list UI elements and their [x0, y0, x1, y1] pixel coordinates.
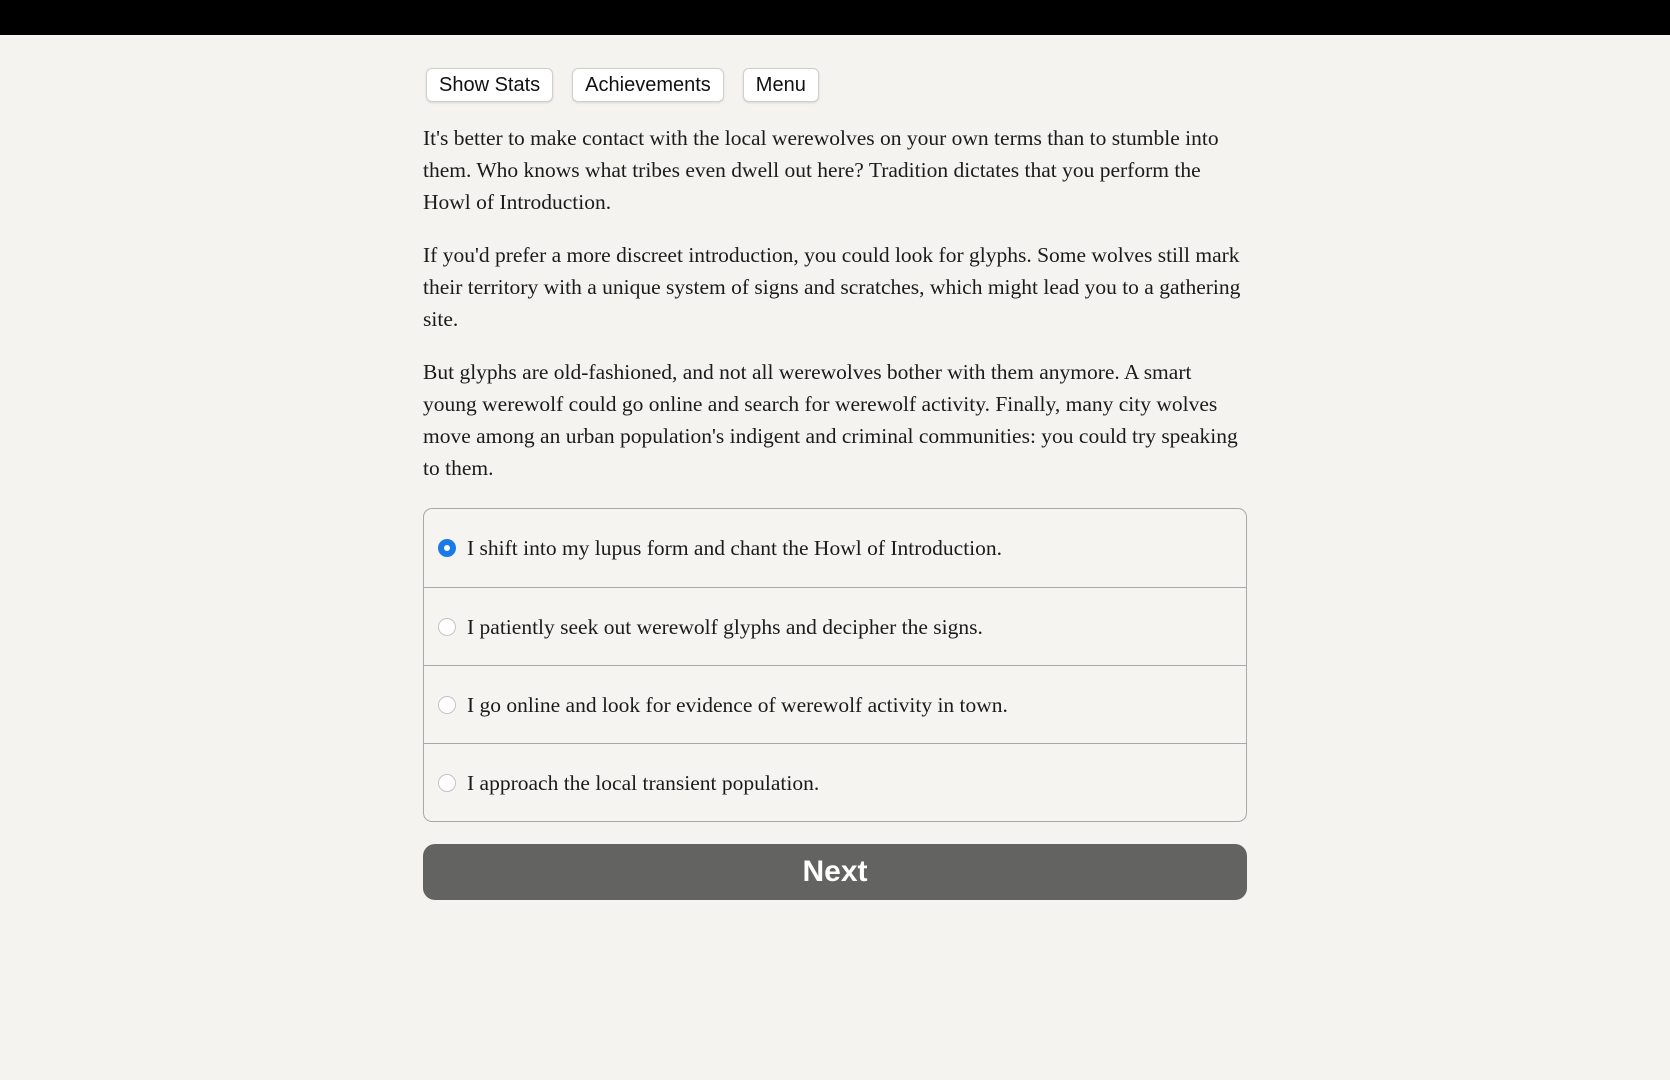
story-paragraph: But glyphs are old-fashioned, and not all werewolves bother with them anymore. A smart young werewolf could go online and search for werewolf activity. Finally, many city wolves move among an urban population's indigent and criminal communities: you could try speaking to them. — [423, 360, 1238, 480]
story-paragraph: If you'd prefer a more discreet introduction, you could look for glyphs. Some wolves still mark their territory with a unique system of signs and scratches, which might lead you to a gathering site. — [423, 243, 1241, 331]
radio-button-selected[interactable] — [438, 539, 456, 557]
choice-label: I go online and look for evidence of werewolf activity in town. — [467, 692, 1008, 717]
choice-option-transient[interactable] — [424, 743, 1246, 821]
choice-label: I patiently seek out werewolf glyphs and decipher the signs. — [467, 614, 983, 639]
radio-button[interactable] — [438, 774, 456, 792]
choice-option-howl[interactable] — [424, 509, 1246, 587]
story-paragraph: It's better to make contact with the local werewolves on your own terms than to stumble into them. Who knows what tribes even dwell out here? Tradition dictates that you perform the Howl of Introduction. — [423, 126, 1219, 214]
choice-option-glyphs[interactable] — [424, 587, 1246, 665]
game-content — [423, 68, 1247, 900]
achievements-button[interactable]: Achievements — [572, 68, 724, 102]
radio-button[interactable] — [438, 618, 456, 636]
toolbar — [426, 68, 1247, 104]
next-button[interactable]: Next — [423, 844, 1247, 900]
menu-button[interactable]: Menu — [743, 68, 819, 102]
choice-list — [423, 508, 1247, 822]
choice-label: I approach the local transient population. — [467, 770, 820, 795]
story-text — [423, 122, 1247, 484]
show-stats-button[interactable]: Show Stats — [426, 68, 553, 102]
choice-option-online[interactable] — [424, 665, 1246, 743]
choice-label: I shift into my lupus form and chant the Howl of Introduction. — [467, 536, 1003, 560]
radio-button[interactable] — [438, 696, 456, 714]
window-top-bar — [0, 0, 1670, 35]
